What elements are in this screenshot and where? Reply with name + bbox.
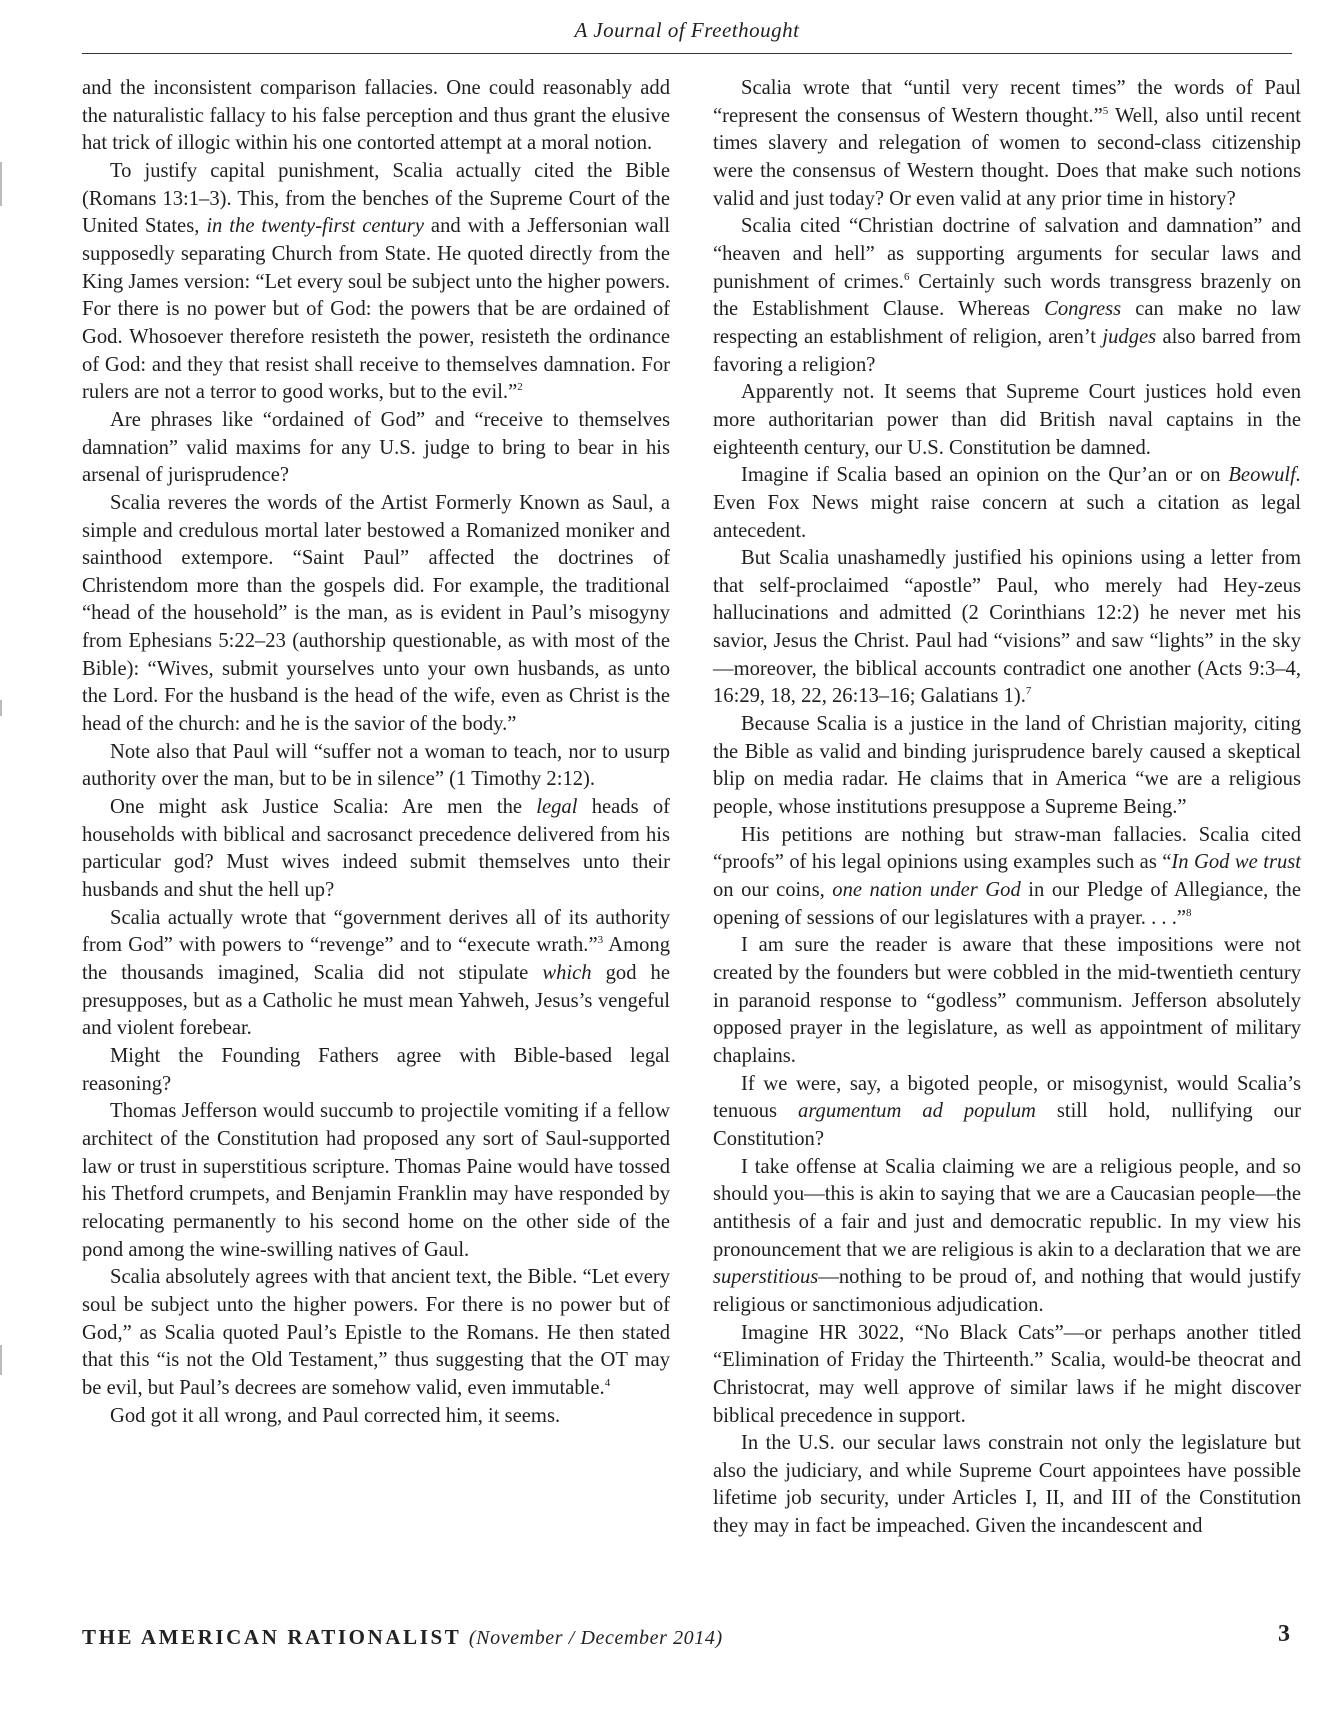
paragraph-text: god he presupposes, but as a Catholic he must mean Yahweh, Jesus’s vengeful and violent forebear. <box>82 962 670 1040</box>
paragraph <box>82 75 670 158</box>
scan-margin-mark <box>0 700 2 716</box>
paragraph-text: One might ask Justice Scalia: Are men the <box>110 796 537 819</box>
paragraph-text: Scalia wrote that “until very recent times” the words of Paul “represent the consensus of Western thought.” <box>713 77 1301 127</box>
paragraph <box>713 545 1301 711</box>
paragraph <box>82 1043 670 1098</box>
paragraph-text: can make no law respecting an establishment of religion, aren’t <box>713 298 1301 348</box>
footer-publication <box>82 1625 723 1650</box>
paragraph-text: Certainly such words transgress brazenly on the Establishment Clause. Whereas <box>713 270 1301 321</box>
paragraph <box>713 462 1301 545</box>
right-column <box>713 75 1301 1541</box>
paragraph-text: and the inconsistent comparison fallacies. One could reasonably add the naturalistic fallacy to his false perception and thus grant the elusive hat trick of illogic within his one contorted attempt at a moral notion. <box>82 77 670 155</box>
paragraph <box>713 213 1301 379</box>
paragraph-text: Scalia reveres the words of the Artist Formerly Known as Saul, a simple and credulous mortal later bestowed a Romanized moniker and sainthood extempore. “Saint Paul” affected the doctrines of Christendom more than the gospels did. For example, the traditional “head of the household” is the man, as is evident in Paul’s misogyny from Ephesians 5:22–23 (authorship questionable, as with most of the Bible): “Wives, submit yourselves unto your own husbands, as unto the Lord. For the husband is the head of the wife, even as Christ is the head of the church: and he is the savior of the body.” <box>82 491 670 736</box>
paragraph-text: Are phrases like “ordained of God” and “receive to themselves damnation” valid maxims for any U.S. judge to bring to bear in his arsenal of jurisprudence? <box>82 408 670 487</box>
emphasis-text: judges <box>1102 325 1157 348</box>
paragraph <box>713 1154 1301 1320</box>
paragraph <box>82 490 670 739</box>
paragraph-text: If we were, say, a bigoted people, or misogynist, would Scalia’s tenuous <box>713 1072 1301 1123</box>
paragraph <box>713 711 1301 822</box>
paragraph-text: Thomas Jefferson would succumb to projectile vomiting if a fellow architect of the Constitution had proposed any sort of Saul-supported law or trust in superstitious scripture. Thomas Paine would have tossed his Thetford crumpets, and Benjamin Franklin may have responded by relocating permanently to his second home on the other side of the pond among the wine-swilling natives of Gaul. <box>82 1100 670 1261</box>
emphasis-text: Beowulf. <box>1228 464 1301 487</box>
emphasis-text: legal <box>536 796 578 819</box>
paragraph <box>82 905 670 1043</box>
paragraph <box>82 1264 670 1402</box>
emphasis-text: superstitious <box>713 1266 819 1289</box>
publication-name: THE AMERICAN RATIONALIST <box>82 1625 462 1649</box>
footnote-marker: 6 <box>903 270 910 283</box>
paragraph <box>82 739 670 794</box>
emphasis-text: one nation under God <box>832 879 1021 902</box>
footnote-marker: 3 <box>597 934 604 947</box>
scan-margin-mark <box>0 1345 2 1375</box>
paragraph <box>713 822 1301 933</box>
footnote-marker: 4 <box>604 1376 611 1389</box>
paragraph-text: in our Pledge of Allegiance, the opening of sessions of our legislatures with a prayer. . . .” <box>713 879 1301 929</box>
paragraph-text: Scalia cited “Christian doctrine of salvation and damnation” and “heaven and hell” as supporting arguments for secular laws and punishment of crimes. <box>713 215 1301 293</box>
footnote-marker: 7 <box>1025 685 1032 698</box>
emphasis-text: argumentum ad populum <box>798 1100 1036 1123</box>
paragraph <box>82 1098 670 1264</box>
paragraph-text: In the U.S. our secular laws constrain not only the legislature but also the judiciary, and while Supreme Court appointees have possible lifetime job security, under Articles I, II, and III of the Constitution they may in fact be impeached. Given the incandescent and <box>713 1432 1301 1538</box>
running-head: A Journal of Freethought <box>574 18 800 42</box>
page-number: 3 <box>1278 1621 1290 1647</box>
paragraph-text: Among the thousands imagined, Scalia did not stipulate <box>82 934 671 984</box>
footnote-marker: 8 <box>1185 906 1192 919</box>
paragraph-text: on our coins, <box>713 879 833 902</box>
paragraph-text: I take offense at Scalia claiming we are a religious people, and so should you—this is akin to saying that we are a Caucasian people—the antithesis of a fair and just and democratic republic. In my view his pronouncement that we are religious is akin to a declaration that we are <box>713 1155 1301 1261</box>
paragraph <box>713 379 1301 462</box>
paragraph-text: Apparently not. It seems that Supreme Court justices hold even more authoritarian power than did British naval captains in the eighteenth century, our U.S. Constitution be damned. <box>713 381 1301 459</box>
paragraph-text: still hold, nullifying our Constitution? <box>713 1100 1302 1150</box>
paragraph <box>82 794 670 905</box>
paragraph <box>82 1403 670 1431</box>
paragraph <box>713 932 1301 1070</box>
paragraph-text: heads of households with biblical and sacrosanct precedence delivered from his particular god? Must wives indeed submit themselves unto their husbands and shut the hell up? <box>82 796 670 902</box>
paragraph-text: Even Fox News might raise concern at such a citation as legal antecedent. <box>713 491 1301 542</box>
paragraph-text: God got it all wrong, and Paul corrected him, it seems. <box>110 1404 561 1427</box>
paragraph <box>713 75 1301 213</box>
paragraph-text: Imagine if Scalia based an opinion on the Qur’an or on <box>741 464 1229 487</box>
emphasis-text: in the twenty-first century <box>206 215 424 238</box>
paragraph-text: —nothing to be proud of, and nothing that would justify religious or sanctimonious adjudication. <box>713 1266 1301 1316</box>
paragraph-text: To justify capital punishment, Scalia actually cited the Bible (Romans 13:1–3). This, from the benches of the Supreme Court of the United States, <box>82 159 670 238</box>
emphasis-text: Congress <box>1044 298 1122 321</box>
paragraph-text: also barred from favoring a religion? <box>713 325 1302 376</box>
paragraph <box>82 158 670 407</box>
paragraph <box>82 407 670 490</box>
paragraph-text: Note also that Paul will “suffer not a woman to teach, nor to usurp authority over the man, but to be in silence” (1 Timothy 2:12). <box>82 740 670 791</box>
paragraph <box>713 1430 1301 1541</box>
paragraph <box>713 1320 1301 1431</box>
paragraph-text: His petitions are nothing but straw-man fallacies. Scalia cited “proofs” of his legal opinions using examples such as “ <box>713 823 1301 874</box>
footnote-marker: 5 <box>1102 104 1109 117</box>
paragraph-text: Scalia absolutely agrees with that ancient text, the Bible. “Let every soul be subject unto the higher powers. For there is no power but of God,” as Scalia quoted Paul’s Epistle to the Romans. He then stated that this “is not the Old Testament,” thus suggesting that the OT may be evil, but Paul’s decrees are somehow valid, even immutable. <box>82 1266 670 1399</box>
footnote-marker: 2 <box>517 381 523 394</box>
header-rule <box>82 53 1292 54</box>
paragraph-text: Imagine HR 3022, “No Black Cats”—or perhaps another titled “Elimination of Friday the Thirteenth.” Scalia, would-be theocrat and Christocrat, may well approve of similar laws if he might discover biblical precedence in support. <box>713 1321 1301 1427</box>
paragraph-text: Because Scalia is a justice in the land of Christian majority, citing the Bible as valid and binding jurisprudence barely caused a skeptical blip on media radar. He claims that in America “we are a religious people, whose institutions presuppose a Supreme Being.” <box>713 713 1301 819</box>
emphasis-text: In God we trust <box>1171 851 1301 874</box>
left-column <box>82 75 670 1430</box>
paragraph-text: and with a Jeffersonian wall supposedly separating Church from State. He quoted directly from the King James version: “Let every soul be subject unto the higher powers. For there is no power but of God: the powers that be are ordained of God. Whosoever therefore resisteth the power, resisteth the ordinance of God: and they that resist shall receive to themselves damnation. For rulers are not a terror to good works, but to the evil.” <box>82 215 671 404</box>
scan-margin-mark <box>0 162 2 206</box>
paragraph-text: Well, also until recent times slavery and relegation of women to second-class citizenship were the consensus of Western thought. Does that make such notions valid and just today? Or even valid at any prior time in history? <box>713 104 1301 210</box>
paragraph-text: Might the Founding Fathers agree with Bible-based legal reasoning? <box>82 1044 670 1095</box>
emphasis-text: which <box>542 962 592 984</box>
paragraph-text: But Scalia unashamedly justified his opinions using a letter from that self-proclaimed “apostle” Paul, who merely had Hey-zeus hallucinations and admitted (2 Corinthians 12:2) he never met his savior, Jesus the Christ. Paul had “visions” and saw “lights” in the sky—moreover, the biblical accounts contradict one another (Acts 9:3–4, 16:29, 18, 22, 26:13–16; Galatians 1). <box>713 547 1301 708</box>
paragraph <box>713 1071 1301 1154</box>
paragraph-text: Scalia actually wrote that “government derives all of its authority from God” with powers to “revenge” and to “execute wrath.” <box>82 906 670 957</box>
issue-date: (November / December 2014) <box>468 1627 723 1649</box>
paragraph-text: I am sure the reader is aware that these impositions were not created by the founders but were cobbled in the mid-twentieth century in paranoid response to “godless” communism. Jefferson absolutely opposed prayer in the legislature, as well as appointment of military chaplains. <box>713 934 1301 1067</box>
